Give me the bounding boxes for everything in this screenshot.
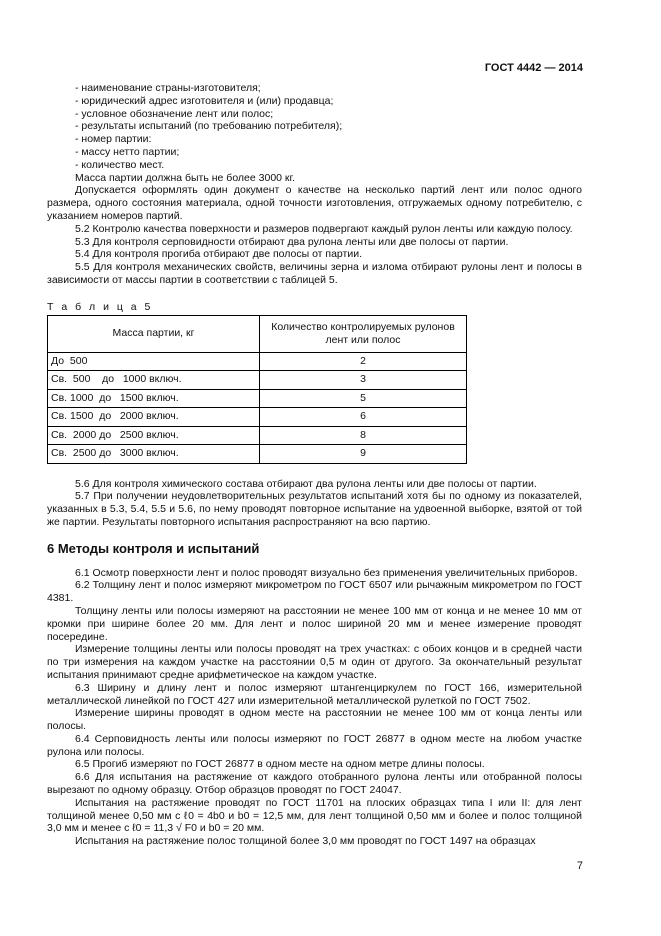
sampling-table	[47, 315, 467, 464]
mass-cell: Св. 2000 до 2500 включ.	[48, 426, 260, 445]
paragraph: 6.4 Серповидность ленты или полосы измеряют по ГОСТ 26877 в одном месте на любом участке рулона или полосы.	[47, 732, 582, 758]
list-item: - количество мест.	[75, 158, 165, 171]
count-cell: 9	[260, 445, 467, 464]
table-caption: Т а б л и ц а 5	[47, 300, 153, 313]
mass-cell: Св. 1500 до 2000 включ.	[48, 408, 260, 427]
paragraph: 6.3 Ширину и длину лент и полос измеряют штангенциркулем по ГОСТ 166, измерительной металлической линейкой по ГОСТ 427 или измерительной металлической рулеткой по ГОСТ 7502.	[47, 681, 582, 707]
doc-code-header: ГОСТ 4442 — 2014	[484, 62, 583, 74]
mass-cell: Св. 500 до 1000 включ.	[48, 371, 260, 390]
paragraph: Измерение ширины проводят в одном месте на расстоянии не менее 100 мм от конца ленты или полосы.	[47, 707, 582, 733]
count-cell: 5	[260, 389, 467, 408]
paragraph: Испытания на растяжение проводят по ГОСТ 11701 на плоских образцах типа I или II: для лент толщиной менее 0,50 мм с ℓ0 = 4b0 и b0 = 12,5 мм, для лент толщиной 0,50 мм и более и полос толщиной 3,0 мм и менее с ℓ0 = 11,3 √ F0 и b0 = 20 мм.	[47, 796, 582, 835]
column-header-count: Количество контролируемых рулонов лент или полос	[260, 315, 467, 352]
table-row	[48, 445, 467, 464]
table-row	[48, 408, 467, 427]
paragraph: Толщину ленты или полосы измеряют на расстоянии не менее 100 мм от конца и не менее 10 мм от кромки при ширине более 20 мм. Для лент и полос шириной 20 мм и менее измерение проводят посередине.	[47, 604, 582, 643]
list-item: - наименование страны-изготовителя;	[75, 82, 261, 94]
column-header-mass: Масса партии, кг	[48, 315, 260, 352]
paragraph: 5.5 Для контроля механических свойств, величины зерна и излома отбирают рулоны лент и полосы в зависимости от массы партии в соответствии с таблицей 5.	[47, 261, 582, 286]
table-row	[48, 371, 467, 390]
paragraph: 5.2 Контролю качества поверхности и размеров подвергают каждый рулон ленты или каждую полосу.	[75, 222, 573, 235]
paragraph: 6.5 Прогиб измеряют по ГОСТ 26877 в одном месте на одном метре длины полосы.	[75, 758, 485, 771]
table-row	[48, 426, 467, 445]
paragraph: Испытания на растяжение полос толщиной более 3,0 мм проводят по ГОСТ 1497 на образцах	[75, 835, 536, 848]
list-item: - массу нетто партии;	[75, 145, 180, 158]
paragraph: Допускается оформлять один документ о качестве на несколько партий лент или полос одного размера, одного состояния материала, одной точности изготовления, отгружаемых одному потребителю, с указанием номеров партий.	[47, 184, 582, 222]
paragraph: 5.3 Для контроля серповидности отбирают два рулона ленты или две полосы от партии.	[75, 235, 509, 248]
paragraph: Масса партии должна быть не более 3000 кг.	[75, 171, 295, 184]
paragraph: 6.1 Осмотр поверхности лент и полос проводят визуально без применения увеличительных приборов.	[75, 566, 578, 579]
section-title: 6 Методы контроля и испытаний	[47, 540, 260, 556]
paragraph: Измерение толщины ленты или полосы проводят на трех участках: с обоих концов и в средней части по три измерения на каждом участке на расстоянии 0,5 м один от другого. За окончательный результат испытания принимают средне арифметическое на каждом участке.	[47, 643, 582, 681]
mass-cell: До 500	[48, 352, 260, 371]
count-cell: 2	[260, 352, 467, 371]
table-row	[48, 352, 467, 371]
mass-cell: Св. 1000 до 1500 включ.	[48, 389, 260, 408]
paragraph: 6.6 Для испытания на растяжение от каждого отобранного рулона ленты или отобранной полосы вырезают по одному образцу. Отбор образцов проводят по ГОСТ 24047.	[47, 771, 582, 797]
list-item: - условное обозначение лент или полос;	[75, 107, 274, 120]
count-cell: 8	[260, 426, 467, 445]
count-cell: 6	[260, 408, 467, 427]
document-body	[47, 82, 582, 848]
paragraph: 5.6 Для контроля химического состава отбирают два рулона ленты или две полосы от партии.	[75, 477, 537, 490]
table-header-row	[48, 315, 467, 352]
table-row	[48, 389, 467, 408]
list-item: - номер партии:	[75, 133, 152, 146]
paragraph: 5.7 При получении неудовлетворительных результатов испытаний хотя бы по одному из показателей, указанных в 5.3, 5.4, 5.5 и 5.6, по нему проводят повторное испытание на удвоенной выборке, взятой от той же партии. Результаты повторного испытания распространяют на всю партию.	[47, 490, 582, 528]
count-cell: 3	[260, 371, 467, 390]
paragraph: 5.4 Для контроля прогиба отбирают две полосы от партии.	[75, 248, 362, 261]
list-item: - результаты испытаний (по требованию потребителя);	[75, 120, 343, 133]
list-item: - юридический адрес изготовителя и (или) продавца;	[75, 94, 334, 107]
requisites-list	[47, 82, 582, 172]
page-number: 7	[576, 860, 583, 872]
paragraph: 6.2 Толщину лент и полос измеряют микрометром по ГОСТ 6507 или рычажным микрометром по ГОСТ 4381.	[47, 579, 582, 605]
mass-cell: Св. 2500 до 3000 включ.	[48, 445, 260, 464]
